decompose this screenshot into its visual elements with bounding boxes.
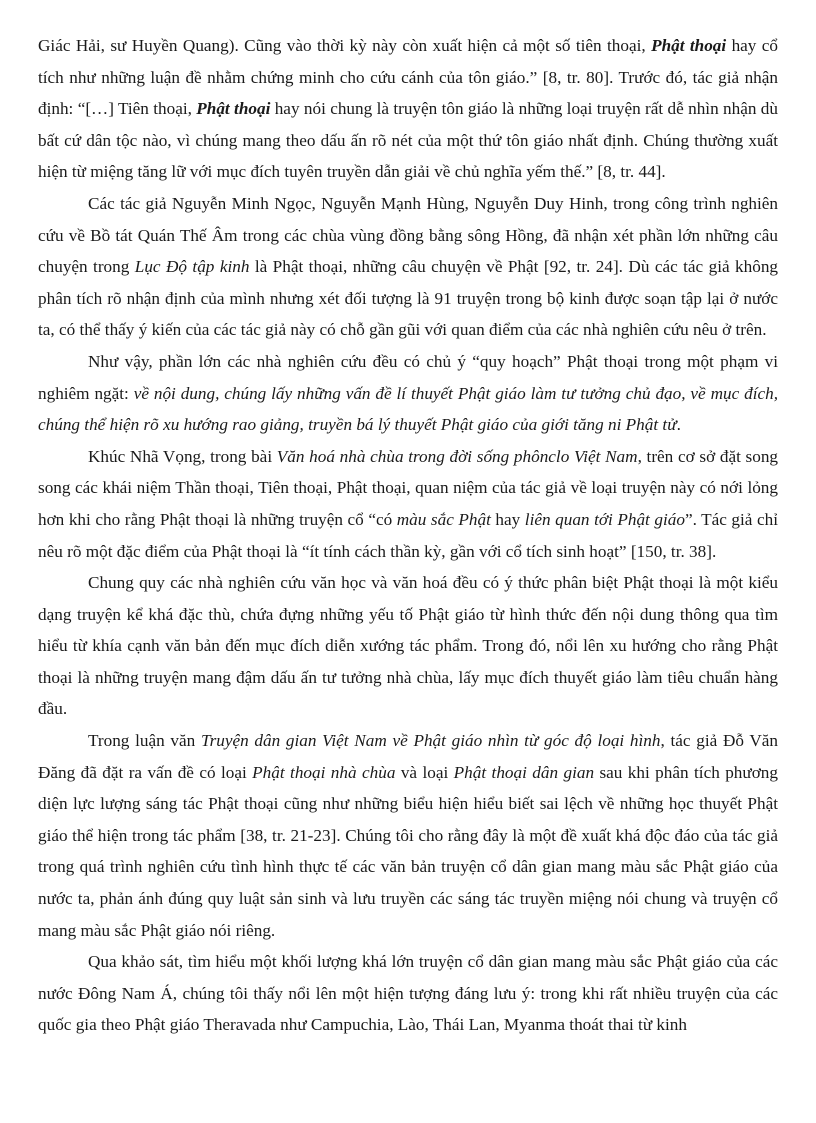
text-run: là Phật thoại, những câu chuyện về Phật [92, tr. 24]. Dù các tác giả không phân tích rõ nhận định của mình nhưng xét đối tượng là 91 truyện trong bộ kinh được soạn tập lại ở nước ta, có thể thấy ý kiến của các tác giả này có chỗ gần gũi với quan điểm của các nhà nghiên cứu nêu ở trên.	[38, 257, 779, 340]
paragraph	[38, 725, 778, 946]
paragraph	[38, 188, 778, 346]
text-run: Chung quy các nhà nghiên cứu văn học và văn hoá đều có ý thức phân biệt Phật thoại là một kiểu dạng truyện kể khá đặc thù, chứa đựng những yếu tố Phật giáo từ hình thức đến nội dung thông qua tìm hiểu từ khía cạnh văn bản đến mục đích diễn xướng tác phẩm. Trong đó, nổi lên xu hướng cho rằng Phật thoại là những truyện mang đậm dấu ấn tư tưởng nhà chùa, lấy mục đích thuyết giáo làm tiêu chuẩn hàng đầu.	[38, 573, 778, 719]
emphasized-term: Phật thoại	[196, 99, 271, 119]
italic-text: Phật thoại nhà chùa	[252, 762, 396, 782]
paragraph	[38, 946, 778, 1041]
text-run: Khúc Nhã Vọng, trong bài	[88, 446, 277, 466]
italic-text: về nội dung, chúng lấy những vấn đề lí thuyết Phật giáo làm tư tưởng chủ đạo, về mục đích, chúng thể hiện rõ xu hướng rao giảng, truyền bá lý thuyết Phật giáo của giới tăng ni Phật tử	[38, 383, 778, 435]
paragraph	[38, 441, 778, 567]
text-run: Các tác giả Nguyễn Minh Ngọc, Nguyễn Mạnh Hùng, Nguyễn Duy Hinh, trong công trình nghiên cứu về Bồ tát Quán Thế Âm trong các chùa vùng đồng bằng sông Hồng, đã nhận xét phần lớn những câu chuyện trong	[38, 193, 778, 277]
text-run: Giác Hải, sư Huyền Quang). Cũng vào thời kỳ này còn xuất hiện cả một số tiên thoại,	[38, 36, 652, 55]
document-page	[38, 30, 778, 1041]
italic-text: Phật thoại dân gian	[453, 762, 595, 782]
text-run: Trong luận văn	[88, 731, 201, 751]
italic-text: Lục Độ tập kinh	[134, 257, 250, 277]
text-run: hay cổ tích như những luận đề nhằm chứng minh cho cứu cánh của tôn giáo.” [8, tr. 80]. Trước đó, tác giả nhận định: “[…] Tiên thoại,	[38, 36, 778, 119]
text-run: hay nói chung là truyện tôn giáo là những loại truyện rất dễ nhìn nhận dù bất cứ dân tộc nào, vì chúng mang theo dấu ấn rõ nét của một thứ tôn giáo nhất định. Chúng thường xuất hiện từ miệng tăng lữ với mục đích tuyên truyền dẫn giải về chủ nghĩa yếm thế.” [8, tr. 44].	[38, 99, 778, 182]
text-run: sau khi phân tích phương diện lực lượng sáng tác Phật thoại cũng như những biểu hiện hiểu biết sai lệch về những học thuyết Phật giáo thể hiện trong tác phẩm [38, tr. 21-23]. Chúng tôi cho rằng đây là một đề xuất khá độc đáo của tác giả trong quá trình nghiên cứu tình hình thực tế các văn bản truyện cổ dân gian mang màu sắc Phật giáo của nước ta, phản ánh đúng quy luật sản sinh và lưu truyền các sáng tác truyền miệng nói chung và truyện cổ mang màu sắc Phật giáo nói riêng.	[38, 762, 778, 940]
paragraph	[38, 346, 778, 441]
paragraph	[38, 30, 778, 188]
text-run: hay	[490, 509, 525, 529]
text-run: ”. Tác giả chỉ nêu rõ một đặc điểm của Phật thoại là “ít tính cách thần kỳ, gần với cổ tích sinh hoạt” [150, tr. 38].	[38, 509, 778, 561]
italic-text: Truyện dân gian Việt Nam về Phật giáo nhìn từ góc độ loại hình	[200, 731, 661, 751]
text-run: Như vậy, phần lớn các nhà nghiên cứu đều có chủ ý “quy hoạch” Phật thoại trong một phạm vi nghiêm ngặt:	[38, 351, 778, 403]
italic-text: liên quan tới Phật giáo	[524, 509, 685, 529]
text-run: , tác giả Đỗ Văn Đăng đã đặt ra vấn đề có loại	[38, 731, 778, 782]
paragraph	[38, 567, 778, 725]
text-run: , trên cơ sở đặt song song các khái niệm Thần thoại, Tiên thoại, Phật thoại, quan niệm của tác giả về loại truyện này có nới lỏng hơn khi cho rằng Phật thoại là những truyện cổ “có	[38, 446, 779, 529]
text-run: và loại	[395, 762, 454, 782]
italic-text: Văn hoá nhà chùa trong đời sống phônclo Việt Nam	[276, 446, 638, 466]
italic-text: màu sắc Phật	[396, 509, 491, 529]
text-run: .	[676, 415, 681, 435]
text-run: Qua khảo sát, tìm hiểu một khối lượng khá lớn truyện cổ dân gian mang màu sắc Phật giáo của các nước Đông Nam Á, chúng tôi thấy nổi lên một hiện tượng đáng lưu ý: trong khi rất nhiều truyện của các quốc gia theo Phật giáo Theravada như Campuchia, Lào, Thái Lan, Myanma thoát thai từ kinh	[38, 952, 778, 1035]
emphasized-term: Phật thoại	[651, 36, 727, 55]
